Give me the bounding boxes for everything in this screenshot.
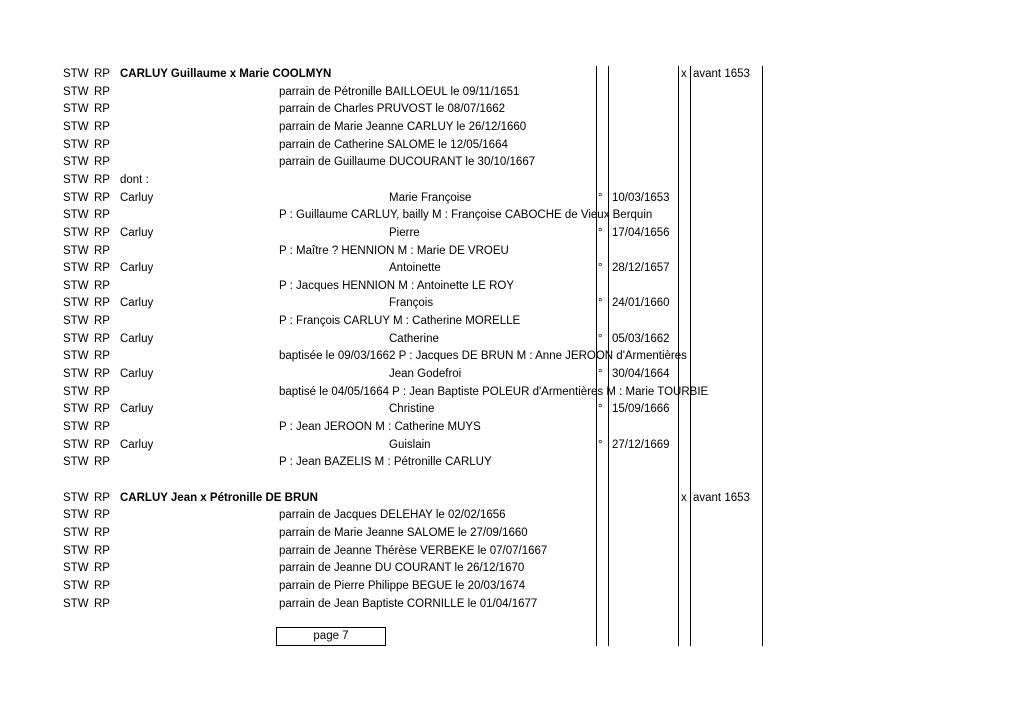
row-code-rp: RP <box>94 597 110 610</box>
row-code-stw: STW <box>63 562 89 575</box>
row-date: 17/04/1656 <box>612 226 670 239</box>
row-first-name: Guislain <box>389 438 431 451</box>
row-person: Carluy <box>120 191 154 204</box>
row-description: parrain de Jean Baptiste CORNILLE le 01/04/1677 <box>279 597 538 610</box>
row-code-rp: RP <box>94 368 110 381</box>
row-code-stw: STW <box>63 226 89 239</box>
row-marriage-mark: x <box>681 68 687 80</box>
row-description: P : François CARLUY M : Catherine MORELLE <box>279 315 521 328</box>
row-person: Carluy <box>120 226 154 239</box>
record-row <box>0 454 1024 471</box>
record-row <box>0 260 1024 277</box>
row-description: parrain de Catherine SALOME le 12/05/1664 <box>279 138 508 151</box>
row-code-rp: RP <box>94 85 110 98</box>
row-code-stw: STW <box>63 368 89 381</box>
record-row <box>0 172 1024 189</box>
row-date: 27/12/1669 <box>612 438 670 451</box>
row-birth-mark: ° <box>598 332 603 345</box>
row-code-rp: RP <box>94 421 110 433</box>
record-row <box>0 331 1024 348</box>
row-code-stw: STW <box>63 544 89 557</box>
row-code-stw: STW <box>63 350 89 363</box>
record-row <box>0 419 1024 436</box>
row-code-rp: RP <box>94 456 110 469</box>
row-code-rp: RP <box>94 544 110 557</box>
row-code-rp: RP <box>94 226 110 239</box>
row-description: P : Maître ? HENNION M : Marie DE VROEU <box>279 244 509 257</box>
row-first-name: Pierre <box>389 226 420 239</box>
record-row <box>0 507 1024 524</box>
record-row <box>0 596 1024 613</box>
row-person: Carluy <box>120 297 154 310</box>
row-marriage-date: avant 1653 <box>693 68 750 80</box>
row-description: parrain de Jeanne Thérèse VERBEKE le 07/07/1667 <box>279 544 548 557</box>
row-birth-mark: ° <box>598 368 603 381</box>
record-row <box>0 401 1024 418</box>
record-row <box>0 278 1024 295</box>
row-code-stw: STW <box>63 385 89 398</box>
record-row <box>0 66 1024 83</box>
row-code-stw: STW <box>63 526 89 539</box>
record-row <box>0 137 1024 154</box>
row-code-stw: STW <box>63 579 89 592</box>
row-person: Carluy <box>120 332 154 345</box>
row-code-stw: STW <box>63 173 89 186</box>
row-person: dont : <box>120 173 149 186</box>
row-code-rp: RP <box>94 191 110 204</box>
record-row <box>0 490 1024 507</box>
record-row <box>0 578 1024 595</box>
row-description: parrain de Guillaume DUCOURANT le 30/10/1667 <box>279 156 536 169</box>
row-person: Carluy <box>120 403 154 416</box>
row-description: parrain de Pierre Philippe BEGUE le 20/03/1674 <box>279 579 526 592</box>
row-code-rp: RP <box>94 350 110 363</box>
row-first-name: Jean Godefroi <box>389 368 462 381</box>
row-code-stw: STW <box>63 262 89 275</box>
row-person: Carluy <box>120 438 154 451</box>
row-description: parrain de Pétronille BAILLOEUL le 09/11/1651 <box>279 85 520 98</box>
row-marriage-mark: x <box>681 491 687 504</box>
row-code-stw: STW <box>63 297 89 310</box>
row-date: 10/03/1653 <box>612 191 670 204</box>
row-description: parrain de Jacques DELEHAY le 02/02/1656 <box>279 509 506 522</box>
row-description: baptisée le 09/03/1662 P : Jacques DE BRUN M : Anne JEROON d'Armentières <box>279 350 687 363</box>
row-first-name: François <box>389 297 434 310</box>
row-code-stw: STW <box>63 156 89 169</box>
row-code-rp: RP <box>94 491 110 504</box>
page-number-box: page 7 <box>276 627 386 646</box>
row-code-rp: RP <box>94 526 110 539</box>
row-marriage-date: avant 1653 <box>693 491 750 504</box>
row-birth-mark: ° <box>598 226 603 239</box>
row-birth-mark: ° <box>598 297 603 310</box>
row-code-rp: RP <box>94 562 110 575</box>
record-row <box>0 119 1024 136</box>
row-code-rp: RP <box>94 209 110 222</box>
row-code-stw: STW <box>63 421 89 433</box>
row-description: P : Jacques HENNION M : Antoinette LE ROY <box>279 279 514 292</box>
row-birth-mark: ° <box>598 191 603 204</box>
row-code-stw: STW <box>63 332 89 345</box>
row-code-rp: RP <box>94 103 110 116</box>
row-code-rp: RP <box>94 262 110 275</box>
row-description: baptisé le 04/05/1664 P : Jean Baptiste POLEUR d'Armentières M : Marie TOURBIE <box>279 385 709 398</box>
record-row <box>0 154 1024 171</box>
blank-row <box>0 472 1024 489</box>
row-code-rp: RP <box>94 509 110 522</box>
row-code-stw: STW <box>63 120 89 133</box>
record-row <box>0 366 1024 383</box>
row-code-stw: STW <box>63 491 89 504</box>
row-description: parrain de Marie Jeanne CARLUY le 26/12/1660 <box>279 120 527 133</box>
row-person: Carluy <box>120 262 154 275</box>
row-code-rp: RP <box>94 385 110 398</box>
row-description: parrain de Charles PRUVOST le 08/07/1662 <box>279 103 506 116</box>
row-description: P : Jean BAZELIS M : Pétronille CARLUY <box>279 456 492 469</box>
row-code-stw: STW <box>63 68 89 80</box>
row-code-rp: RP <box>94 403 110 416</box>
row-code-stw: STW <box>63 438 89 451</box>
row-date: 30/04/1664 <box>612 368 670 381</box>
row-code-stw: STW <box>63 209 89 222</box>
record-row <box>0 313 1024 330</box>
record-row <box>0 384 1024 401</box>
record-row <box>0 525 1024 542</box>
record-row <box>0 560 1024 577</box>
record-row <box>0 225 1024 242</box>
row-first-name: Marie Françoise <box>389 191 472 204</box>
row-code-rp: RP <box>94 120 110 133</box>
row-code-stw: STW <box>63 403 89 416</box>
row-code-rp: RP <box>94 156 110 169</box>
record-row <box>0 295 1024 312</box>
record-row <box>0 543 1024 560</box>
row-code-stw: STW <box>63 279 89 292</box>
row-code-stw: STW <box>63 191 89 204</box>
row-description: P : Jean JEROON M : Catherine MUYS <box>279 421 481 433</box>
row-date: 15/09/1666 <box>612 403 670 416</box>
row-date: 05/03/1662 <box>612 332 670 345</box>
row-code-rp: RP <box>94 579 110 592</box>
row-description: P : Guillaume CARLUY, bailly M : Françoise CABOCHE de Vieux Berquin <box>279 209 653 222</box>
row-description: parrain de Marie Jeanne SALOME le 27/09/1660 <box>279 526 528 539</box>
row-code-rp: RP <box>94 138 110 151</box>
row-person: CARLUY Guillaume x Marie COOLMYN <box>120 68 332 80</box>
row-code-stw: STW <box>63 103 89 116</box>
record-row <box>0 348 1024 365</box>
row-code-rp: RP <box>94 315 110 328</box>
row-first-name: Christine <box>389 403 435 416</box>
row-date: 28/12/1657 <box>612 262 670 275</box>
row-code-rp: RP <box>94 297 110 310</box>
row-code-rp: RP <box>94 68 110 80</box>
row-code-rp: RP <box>94 332 110 345</box>
row-code-stw: STW <box>63 85 89 98</box>
row-first-name: Catherine <box>389 332 439 345</box>
record-row <box>0 84 1024 101</box>
row-birth-mark: ° <box>598 403 603 416</box>
row-code-rp: RP <box>94 244 110 257</box>
record-row <box>0 190 1024 207</box>
record-row <box>0 243 1024 260</box>
record-row <box>0 207 1024 224</box>
row-first-name: Antoinette <box>389 262 441 275</box>
row-code-stw: STW <box>63 509 89 522</box>
row-date: 24/01/1660 <box>612 297 670 310</box>
row-code-stw: STW <box>63 315 89 328</box>
row-person: CARLUY Jean x Pétronille DE BRUN <box>120 491 318 504</box>
row-code-rp: RP <box>94 173 110 186</box>
record-row <box>0 101 1024 118</box>
row-code-rp: RP <box>94 438 110 451</box>
row-birth-mark: ° <box>598 262 603 275</box>
row-code-stw: STW <box>63 138 89 151</box>
row-code-stw: STW <box>63 456 89 469</box>
row-code-rp: RP <box>94 279 110 292</box>
row-code-stw: STW <box>63 597 89 610</box>
row-code-stw: STW <box>63 244 89 257</box>
row-description: parrain de Jeanne DU COURANT le 26/12/1670 <box>279 562 525 575</box>
row-person: Carluy <box>120 368 154 381</box>
row-birth-mark: ° <box>598 438 603 451</box>
record-row <box>0 437 1024 454</box>
